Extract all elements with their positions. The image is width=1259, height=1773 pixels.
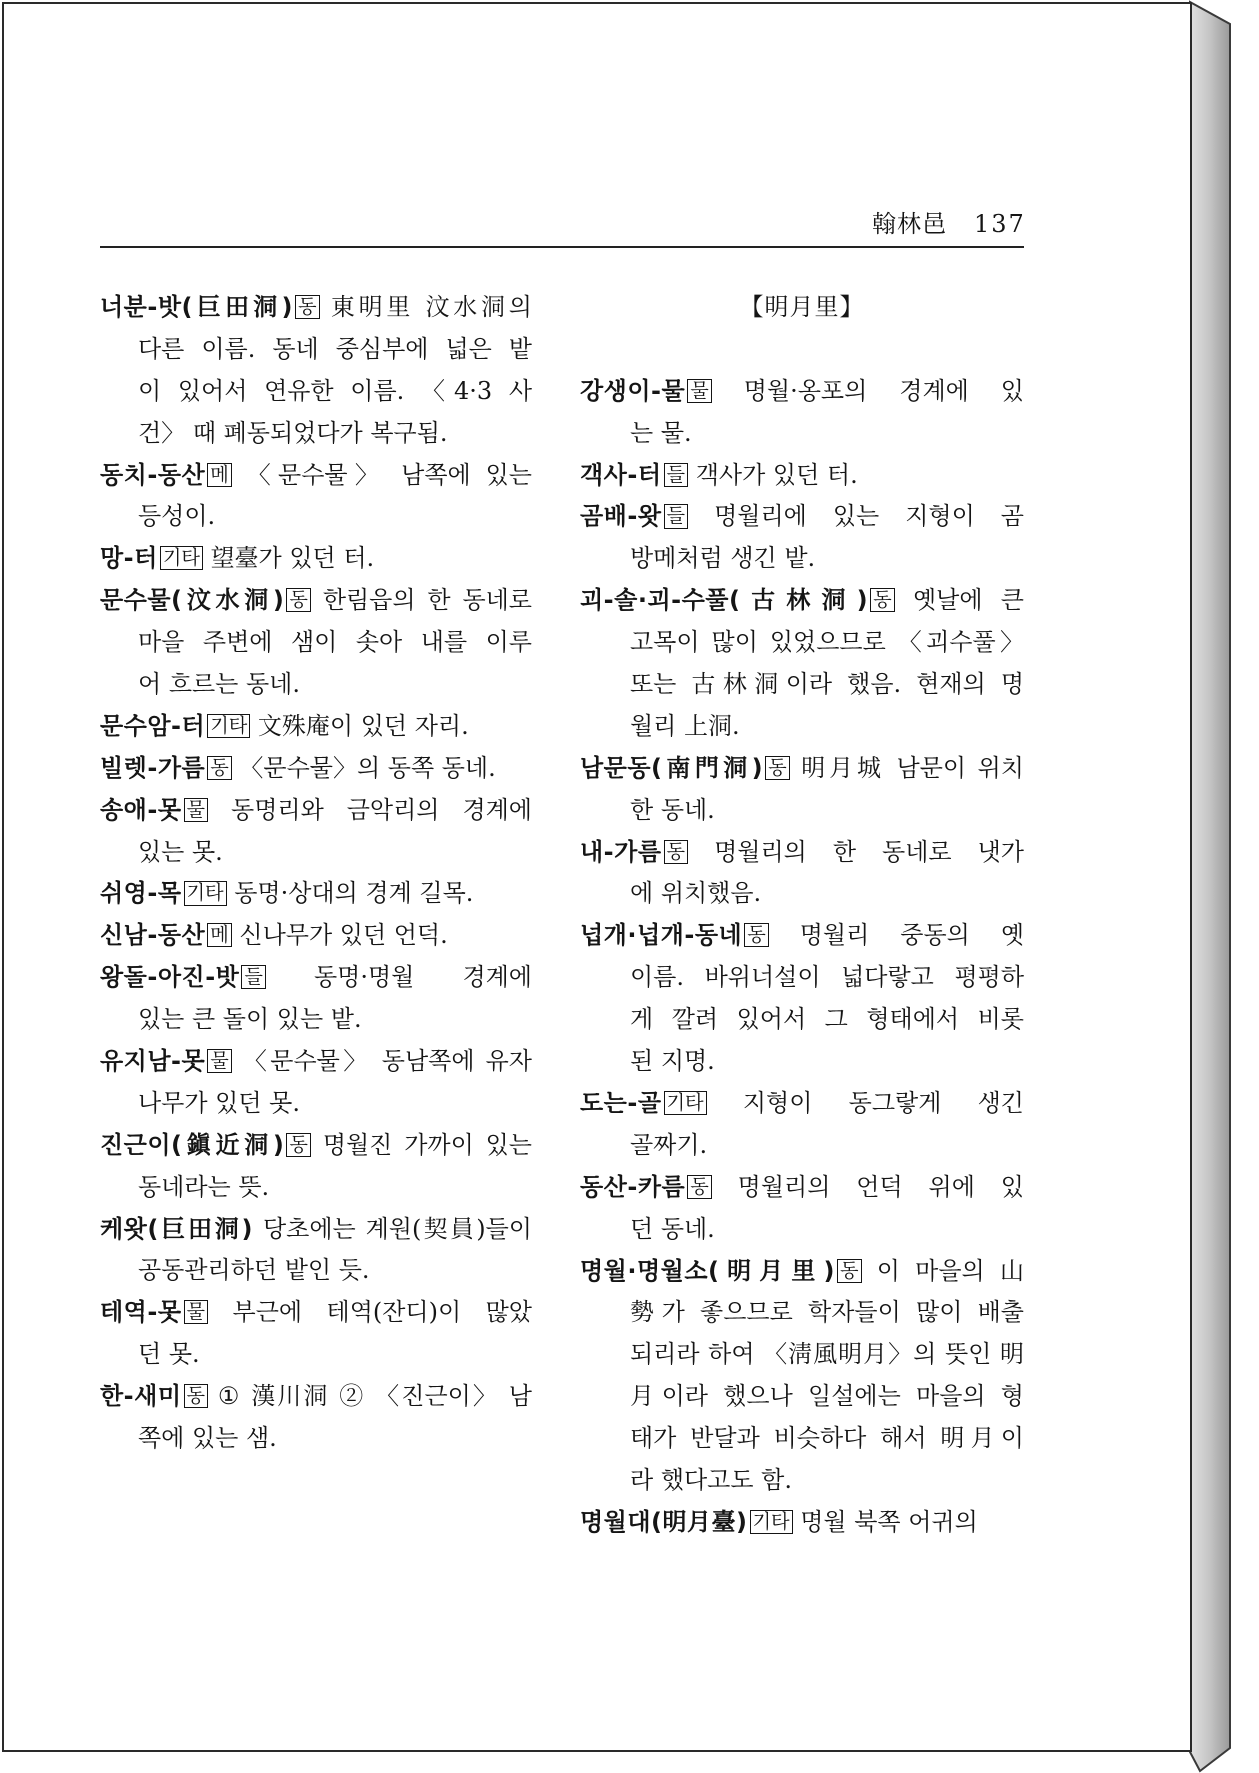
- category-tag: 물: [687, 379, 712, 403]
- category-tag: 들: [664, 504, 689, 528]
- entry-line: 어 흐르는 동네.: [138, 670, 300, 699]
- dictionary-entry: [100, 1209, 532, 1293]
- entry-headword: 신남-동산: [100, 921, 206, 950]
- entry-headword: 동산-카름: [580, 1172, 686, 1201]
- entry-line: [100, 1292, 532, 1334]
- dictionary-entry: [100, 287, 532, 455]
- entry-line: [100, 706, 532, 748]
- entry-line: 방메처럼 생긴 밭.: [630, 544, 816, 573]
- entry-line: 있는 큰 돌이 있는 밭.: [138, 1005, 362, 1034]
- category-tag: 동: [295, 295, 320, 319]
- entry-line: 던 못.: [138, 1340, 200, 1369]
- dictionary-entry: [100, 790, 532, 874]
- dictionary-entry: [100, 1125, 532, 1209]
- entry-text: 부근에 테역(잔디)이 많았: [232, 1298, 532, 1327]
- category-tag: 동: [837, 1259, 862, 1283]
- entry-text: 이 마을의 山: [876, 1256, 1024, 1285]
- entry-text: 동명리와 금악리의 경계에: [231, 795, 532, 824]
- entry-line: [580, 748, 1024, 790]
- category-tag: 들: [664, 463, 689, 487]
- category-tag: 기타: [184, 881, 227, 905]
- entry-headword: 도는-골: [580, 1088, 662, 1117]
- category-tag: 기타: [207, 714, 250, 738]
- entry-headword: 강생이-물: [580, 376, 686, 405]
- entry-line: 등성이.: [138, 502, 216, 531]
- entry-line: 건〉 때 폐동되었다가 복구됨.: [138, 418, 448, 447]
- entry-line: 동네라는 뜻.: [138, 1172, 270, 1201]
- category-tag: 동: [286, 588, 311, 612]
- entry-line: [580, 1167, 1024, 1209]
- entry-text: ① 漢川洞 ② 〈진근이〉 남: [217, 1382, 532, 1411]
- dictionary-entry: [100, 1292, 532, 1376]
- entry-headword: 명월·명월소(明月里): [580, 1256, 835, 1285]
- entry-line: 있는 못.: [138, 837, 223, 866]
- category-tag: 동: [207, 756, 232, 780]
- dictionary-entry: [100, 1041, 532, 1125]
- header-rule: [100, 246, 1024, 248]
- category-tag: 동: [744, 923, 769, 947]
- entry-line: [580, 915, 1024, 957]
- section-heading: 【明月里】: [739, 293, 865, 321]
- dictionary-entry: [580, 580, 1024, 748]
- entry-line: 는 물.: [630, 418, 692, 447]
- entry-line: 마을 주변에 샘이 솟아 내를 이루: [138, 628, 532, 657]
- section-name: 翰林邑: [872, 210, 947, 238]
- entry-line: 된 지명.: [630, 1047, 715, 1076]
- entry-line: [100, 748, 532, 790]
- entry-line: [100, 1209, 532, 1251]
- dictionary-entry: [100, 957, 532, 1041]
- category-tag: 동: [664, 840, 689, 864]
- entry-text: 명월리의 한 동네로 냇가: [714, 837, 1024, 866]
- entry-text: 명월진 가까이 있는: [322, 1130, 532, 1159]
- page-number: 137: [974, 210, 1026, 238]
- entry-line: 라 했다고도 함.: [630, 1465, 792, 1494]
- entry-line: 月이라 했으나 일설에는 마을의 형: [630, 1382, 1024, 1411]
- entry-text: 옛날에 큰: [912, 586, 1024, 615]
- entry-line: 다른 이름. 동네 중심부에 넓은 밭: [138, 334, 532, 363]
- entry-text: 동명·상대의 경계 길목.: [234, 879, 474, 908]
- running-header: [0, 0, 1259, 250]
- right-column: [580, 287, 1024, 1544]
- dictionary-entry: [100, 915, 532, 957]
- entry-line: [580, 1083, 1024, 1125]
- entry-line: [100, 873, 532, 915]
- entry-headword: 곰배-왓: [580, 502, 662, 531]
- category-tag: 물: [207, 1049, 232, 1073]
- entry-text: 東明里 汶水洞의: [330, 293, 532, 321]
- entry-text: 명월리의 언덕 위에 있: [737, 1172, 1024, 1201]
- entry-line: 태가 반달과 비슷하다 해서 明月이: [630, 1424, 1024, 1453]
- entry-line: 게 깔려 있어서 그 형태에서 비롯: [630, 1005, 1024, 1034]
- entry-text: 객사가 있던 터.: [695, 460, 858, 489]
- entry-line: [580, 496, 1024, 538]
- entry-headword: 남문동(南門洞): [580, 753, 764, 782]
- dictionary-entry: [580, 1083, 1024, 1167]
- dictionary-entry: [100, 455, 532, 539]
- category-tag: 메: [207, 923, 232, 947]
- entry-line: [580, 1251, 1024, 1293]
- entry-text: 신나무가 있던 언덕.: [239, 921, 448, 950]
- entry-headword: 테역-못: [100, 1298, 182, 1327]
- entry-line: 또는 古林洞이라 했음. 현재의 명: [630, 670, 1024, 699]
- entry-headword: 송애-못: [100, 795, 182, 824]
- entry-text: 〈문수물〉 남쪽에 있는: [246, 460, 532, 489]
- entry-line: 골짜기.: [630, 1130, 708, 1159]
- entry-line: [580, 455, 1024, 497]
- entry-line: 이름. 바위너설이 넓다랗고 평평하: [630, 963, 1024, 992]
- dictionary-entry: [580, 915, 1024, 1083]
- dictionary-entry: [580, 371, 1024, 455]
- entry-line: 나무가 있던 못.: [138, 1088, 300, 1117]
- entry-headword: 객사-터: [580, 460, 662, 489]
- entry-text: 명월리 중동의 옛: [799, 921, 1024, 950]
- category-tag: 동: [286, 1133, 311, 1157]
- category-tag: 동: [184, 1384, 209, 1408]
- dictionary-entry: [100, 706, 532, 748]
- category-tag: 물: [184, 798, 209, 822]
- entry-line: 勢가 좋으므로 학자들이 많이 배출: [630, 1298, 1024, 1327]
- entry-headword: 쉬영-목: [100, 879, 182, 908]
- entry-line: [100, 1376, 532, 1418]
- entry-line: 한 동네.: [630, 795, 715, 824]
- dictionary-entry: [580, 1167, 1024, 1251]
- entry-line: [580, 371, 1024, 413]
- entry-line: [580, 580, 1024, 622]
- entry-text: 〈문수물〉 동남쪽에 유자: [242, 1047, 532, 1076]
- entry-line: [100, 1041, 532, 1083]
- category-tag: 들: [241, 965, 266, 989]
- category-tag: 동: [870, 588, 895, 612]
- dictionary-entry: [580, 748, 1024, 832]
- entry-headword: 빌렛-가름: [100, 753, 206, 782]
- category-tag: 물: [184, 1300, 209, 1324]
- entry-headword: 문수암-터: [100, 711, 206, 740]
- dictionary-entry: [100, 1376, 532, 1460]
- entry-headword: 케왓(巨田洞): [100, 1214, 254, 1243]
- entry-line: [100, 790, 532, 832]
- dictionary-entry: [580, 1251, 1024, 1502]
- dictionary-entry: [100, 873, 532, 915]
- category-tag: 동: [687, 1175, 712, 1199]
- entry-text: 당초에는 계원(契員)들이: [262, 1214, 532, 1243]
- entry-text: 명월리에 있는 지형이 곰: [714, 502, 1024, 531]
- entry-headword: 진근이(鎭近洞): [100, 1130, 285, 1159]
- entry-line: [100, 287, 532, 329]
- entry-text: 明月城 남문이 위치: [801, 753, 1024, 782]
- entry-line: 던 동네.: [630, 1214, 715, 1243]
- entry-line: [100, 957, 532, 999]
- entry-text: 명월·옹포의 경계에 있: [743, 376, 1024, 405]
- entry-headword: 문수물(汶水洞): [100, 586, 285, 615]
- dictionary-entry: [580, 1502, 1024, 1544]
- entry-headword: 유지남-못: [100, 1047, 206, 1076]
- entry-headword: 내-가름: [580, 837, 662, 866]
- entry-text: 명월 북쪽 어귀의: [800, 1507, 978, 1536]
- entry-line: [100, 1125, 532, 1167]
- entry-text: 동명·명월 경계에: [313, 963, 532, 992]
- entry-line: 공동관리하던 밭인 듯.: [138, 1256, 370, 1285]
- dictionary-entry: [580, 832, 1024, 916]
- entry-text: 〈문수물〉의 동쪽 동네.: [239, 753, 496, 782]
- entry-line: 되리라 하여 〈淸風明月〉의 뜻인 明: [630, 1340, 1024, 1369]
- entry-headword: 넙개·넙개-동네: [580, 921, 743, 950]
- dictionary-entry: [580, 455, 1024, 497]
- entry-text: 한림읍의 한 동네로: [322, 586, 532, 615]
- dictionary-entry: [100, 538, 532, 580]
- entry-headword: 동치-동산: [100, 460, 206, 489]
- entry-line: 고목이 많이 있었으므로 〈괴수풀〉: [630, 628, 1024, 657]
- entry-headword: 명월대(明月臺): [580, 1507, 748, 1536]
- category-tag: 동: [765, 756, 790, 780]
- entry-line: [100, 915, 532, 957]
- entry-text: 望臺가 있던 터.: [210, 544, 375, 573]
- entry-line: 월리 上洞.: [630, 711, 740, 740]
- entry-line: [100, 455, 532, 497]
- entry-line: 에 위치했음.: [630, 879, 762, 908]
- entry-line: [580, 832, 1024, 874]
- category-tag: 기타: [750, 1510, 793, 1534]
- category-tag: 기타: [160, 546, 203, 570]
- entry-headword: 한-새미: [100, 1382, 182, 1411]
- entry-line: 이 있어서 연유한 이름. 〈4·3 사: [138, 376, 532, 405]
- entry-line: [100, 580, 532, 622]
- entry-headword: 너분-밧(巨田洞): [100, 293, 293, 321]
- left-column: [100, 287, 532, 1460]
- dictionary-entry: [100, 748, 532, 790]
- entry-headword: 망-터: [100, 544, 158, 573]
- dictionary-entry: [100, 580, 532, 706]
- entry-headword: 왕돌-아진-밧: [100, 963, 240, 992]
- entry-text: 文殊庵이 있던 자리.: [257, 711, 469, 740]
- entry-text: 지형이 동그랗게 생긴: [742, 1088, 1024, 1117]
- entry-line: [100, 538, 532, 580]
- entry-line: [580, 1502, 1024, 1544]
- entry-line: 쪽에 있는 샘.: [138, 1424, 277, 1453]
- category-tag: 메: [207, 463, 232, 487]
- category-tag: 기타: [664, 1091, 707, 1115]
- dictionary-entry: [580, 496, 1024, 580]
- entry-headword: 괴-솔·괴-수풀(古林洞): [580, 586, 869, 615]
